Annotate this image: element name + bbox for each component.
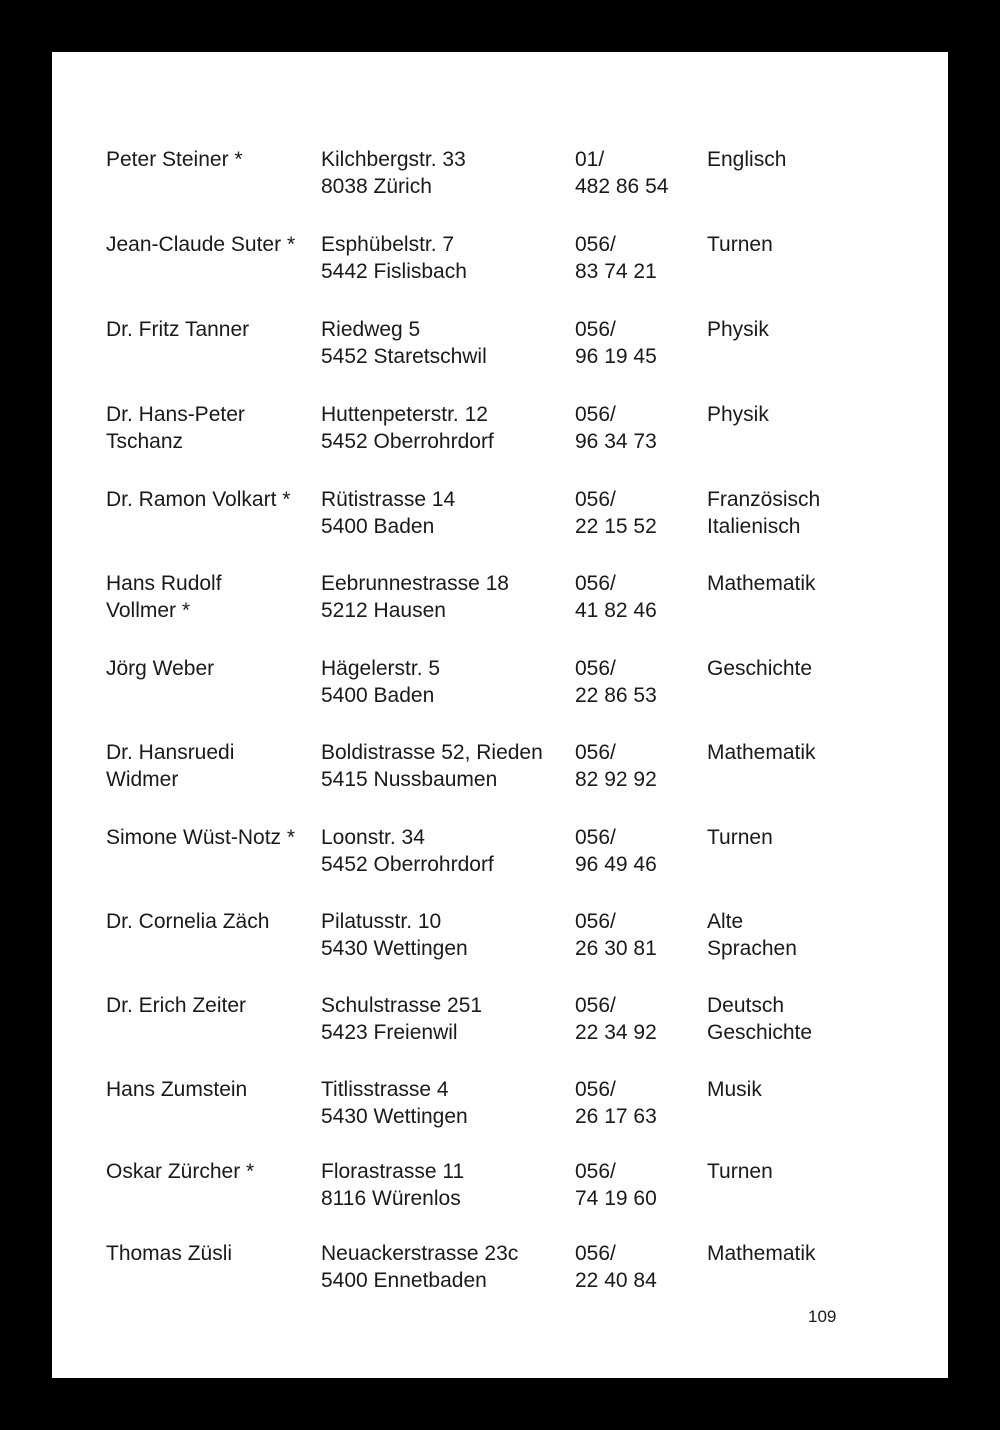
directory-entry — [52, 486, 948, 546]
entry-address-line: 8038 Zürich — [321, 175, 432, 198]
entry-subject — [707, 1158, 773, 1185]
entry-name-line: Dr. Erich Zeiter — [106, 994, 247, 1017]
entry-address — [321, 1076, 468, 1130]
entry-address-line: 5400 Baden — [321, 515, 435, 538]
directory-entry — [52, 316, 948, 376]
entry-phone — [575, 824, 657, 878]
entry-address-line: Schulstrasse 251 — [321, 994, 483, 1017]
entry-phone-line: 22 15 52 — [575, 515, 657, 538]
entry-subject-line: Turnen — [707, 826, 773, 849]
entry-subject-line: Physik — [707, 318, 769, 341]
entry-name-line: Vollmer * — [106, 599, 191, 622]
entry-name — [106, 570, 222, 624]
entry-address — [321, 739, 543, 793]
entry-subject-line: Physik — [707, 403, 769, 426]
entry-phone-line: 056/ — [575, 403, 616, 426]
entry-subject-line: Sprachen — [707, 937, 797, 960]
entry-phone — [575, 231, 657, 285]
entry-name-line: Hans Rudolf — [106, 572, 222, 595]
entry-address-line: Hägelerstr. 5 — [321, 657, 441, 680]
entry-phone-line: 22 86 53 — [575, 684, 657, 707]
entry-address-line: 5400 Baden — [321, 684, 435, 707]
entry-subject-line: Französisch — [707, 488, 821, 511]
entry-subject — [707, 1240, 816, 1267]
entry-phone-line: 26 17 63 — [575, 1105, 657, 1128]
entry-subject — [707, 316, 769, 343]
entry-address-line: Pilatusstr. 10 — [321, 910, 442, 933]
entry-phone — [575, 992, 657, 1046]
entry-address-line: Rütistrasse 14 — [321, 488, 456, 511]
entry-address — [321, 908, 468, 962]
entry-phone-line: 056/ — [575, 826, 616, 849]
entry-phone — [575, 1158, 657, 1212]
entry-phone — [575, 1076, 657, 1130]
entry-address-line: Riedweg 5 — [321, 318, 421, 341]
entry-name — [106, 146, 243, 173]
directory-entry — [52, 231, 948, 291]
entry-phone-line: 82 92 92 — [575, 768, 657, 791]
entry-subject-line: Geschichte — [707, 1021, 813, 1044]
entry-phone-line: 22 40 84 — [575, 1269, 657, 1292]
entry-subject — [707, 824, 773, 851]
entry-address-line: 5212 Hausen — [321, 599, 446, 622]
entry-address — [321, 570, 509, 624]
entry-address-line: Florastrasse 11 — [321, 1160, 465, 1183]
entry-address-line: 5423 Freienwil — [321, 1021, 458, 1044]
entry-address — [321, 231, 467, 285]
entry-name-line: Dr. Fritz Tanner — [106, 318, 250, 341]
document-page — [52, 52, 948, 1378]
entry-phone-line: 96 34 73 — [575, 430, 657, 453]
entry-name — [106, 316, 249, 343]
entry-subject-line: Alte — [707, 910, 744, 933]
entry-subject-line: Englisch — [707, 148, 787, 171]
entry-name — [106, 401, 245, 455]
entry-address-line: Titlisstrasse 4 — [321, 1078, 449, 1101]
entry-subject-line: Geschichte — [707, 657, 813, 680]
entry-subject — [707, 908, 797, 962]
directory-entry — [52, 570, 948, 630]
entry-name — [106, 739, 234, 793]
entry-address-line: Esphübelstr. 7 — [321, 233, 455, 256]
entry-phone-line: 056/ — [575, 572, 616, 595]
entry-address-line: 5442 Fislisbach — [321, 260, 467, 283]
entry-address-line: 5452 Oberrohrdorf — [321, 430, 494, 453]
entry-phone — [575, 908, 657, 962]
entry-address — [321, 486, 455, 540]
entry-subject — [707, 992, 812, 1046]
entry-name-line: Dr. Hansruedi — [106, 741, 235, 764]
entry-address-line: Huttenpeterstr. 12 — [321, 403, 488, 426]
entry-phone-line: 056/ — [575, 657, 616, 680]
entry-name-line: Dr. Cornelia Zäch — [106, 910, 270, 933]
directory-entry — [52, 908, 948, 968]
entry-address-line: 5452 Oberrohrdorf — [321, 853, 494, 876]
entry-phone-line: 96 19 45 — [575, 345, 657, 368]
entry-phone-line: 056/ — [575, 994, 616, 1017]
entry-subject — [707, 1076, 762, 1103]
entry-subject-line: Italienisch — [707, 515, 801, 538]
entry-phone-line: 22 34 92 — [575, 1021, 657, 1044]
entry-address — [321, 1158, 464, 1212]
entry-name-line: Tschanz — [106, 430, 184, 453]
entry-subject — [707, 570, 816, 597]
directory-entry — [52, 1240, 948, 1300]
entry-phone-line: 482 86 54 — [575, 175, 669, 198]
entry-subject — [707, 401, 769, 428]
entry-phone-line: 01/ — [575, 148, 605, 171]
entry-name-line: Widmer — [106, 768, 179, 791]
entry-phone-line: 74 19 60 — [575, 1187, 657, 1210]
entry-name-line: Dr. Hans-Peter — [106, 403, 245, 426]
entry-name-line: Peter Steiner * — [106, 148, 243, 171]
entry-address-line: 8116 Würenlos — [321, 1187, 461, 1210]
entry-address-line: 5400 Ennetbaden — [321, 1269, 487, 1292]
entry-address — [321, 1240, 518, 1294]
entry-phone-line: 056/ — [575, 1160, 616, 1183]
entry-name — [106, 231, 295, 258]
entry-name — [106, 486, 290, 513]
entry-subject — [707, 486, 820, 540]
directory-entry — [52, 655, 948, 715]
entry-phone-line: 83 74 21 — [575, 260, 657, 283]
entry-address — [321, 992, 482, 1046]
entry-phone — [575, 1240, 657, 1294]
entry-name — [106, 824, 295, 851]
directory-entry — [52, 739, 948, 799]
entry-name — [106, 908, 269, 935]
entry-subject-line: Mathematik — [707, 741, 816, 764]
entry-phone-line: 056/ — [575, 741, 616, 764]
entry-phone-line: 26 30 81 — [575, 937, 657, 960]
entry-name — [106, 1076, 247, 1103]
entry-name-line: Hans Zumstein — [106, 1078, 248, 1101]
entry-address-line: Boldistrasse 52, Rieden — [321, 741, 543, 764]
entry-address — [321, 824, 494, 878]
entry-address-line: 5430 Wettingen — [321, 937, 468, 960]
directory-entry — [52, 824, 948, 884]
entry-subject-line: Musik — [707, 1078, 762, 1101]
entry-phone-line: 96 49 46 — [575, 853, 657, 876]
directory-entry — [52, 401, 948, 461]
entry-phone-line: 056/ — [575, 233, 616, 256]
entry-phone — [575, 655, 657, 709]
entry-address-line: 5452 Staretschwil — [321, 345, 487, 368]
entry-name-line: Jean-Claude Suter * — [106, 233, 296, 256]
page-number: 109 — [808, 1307, 837, 1326]
entry-address-line: Neuackerstrasse 23c — [321, 1242, 519, 1265]
entry-subject-line: Deutsch — [707, 994, 785, 1017]
entry-name-line: Jörg Weber — [106, 657, 215, 680]
entry-phone — [575, 401, 657, 455]
entry-phone-line: 056/ — [575, 488, 616, 511]
directory-entry — [52, 1158, 948, 1218]
directory-entry — [52, 146, 948, 206]
entry-subject-line: Mathematik — [707, 572, 816, 595]
entry-name-line: Oskar Zürcher * — [106, 1160, 255, 1183]
entry-phone — [575, 739, 657, 793]
entry-address — [321, 316, 487, 370]
entry-subject-line: Turnen — [707, 233, 773, 256]
entry-name — [106, 992, 246, 1019]
entry-address-line: 5430 Wettingen — [321, 1105, 468, 1128]
entry-subject-line: Mathematik — [707, 1242, 816, 1265]
entry-phone — [575, 486, 657, 540]
entry-address — [321, 655, 440, 709]
entry-name — [106, 1240, 232, 1267]
directory-entry — [52, 992, 948, 1052]
entry-subject — [707, 146, 786, 173]
entry-subject — [707, 231, 773, 258]
entry-phone — [575, 146, 668, 200]
entry-name — [106, 655, 214, 682]
entry-subject — [707, 655, 812, 682]
entry-subject — [707, 739, 816, 766]
entry-address — [321, 401, 494, 455]
entry-phone-line: 056/ — [575, 318, 616, 341]
entry-address-line: Eebrunnestrasse 18 — [321, 572, 509, 595]
entry-address-line: Loonstr. 34 — [321, 826, 425, 849]
entry-name — [106, 1158, 254, 1185]
entry-phone — [575, 570, 657, 624]
entry-phone-line: 41 82 46 — [575, 599, 657, 622]
entry-address — [321, 146, 466, 200]
entry-phone-line: 056/ — [575, 1242, 616, 1265]
entry-address-line: Kilchbergstr. 33 — [321, 148, 466, 171]
entry-phone — [575, 316, 657, 370]
entry-phone-line: 056/ — [575, 1078, 616, 1101]
entry-name-line: Thomas Züsli — [106, 1242, 233, 1265]
entry-subject-line: Turnen — [707, 1160, 773, 1183]
entry-address-line: 5415 Nussbaumen — [321, 768, 498, 791]
directory-entry — [52, 1076, 948, 1136]
entry-name-line: Simone Wüst-Notz * — [106, 826, 296, 849]
entry-phone-line: 056/ — [575, 910, 616, 933]
entry-name-line: Dr. Ramon Volkart * — [106, 488, 291, 511]
